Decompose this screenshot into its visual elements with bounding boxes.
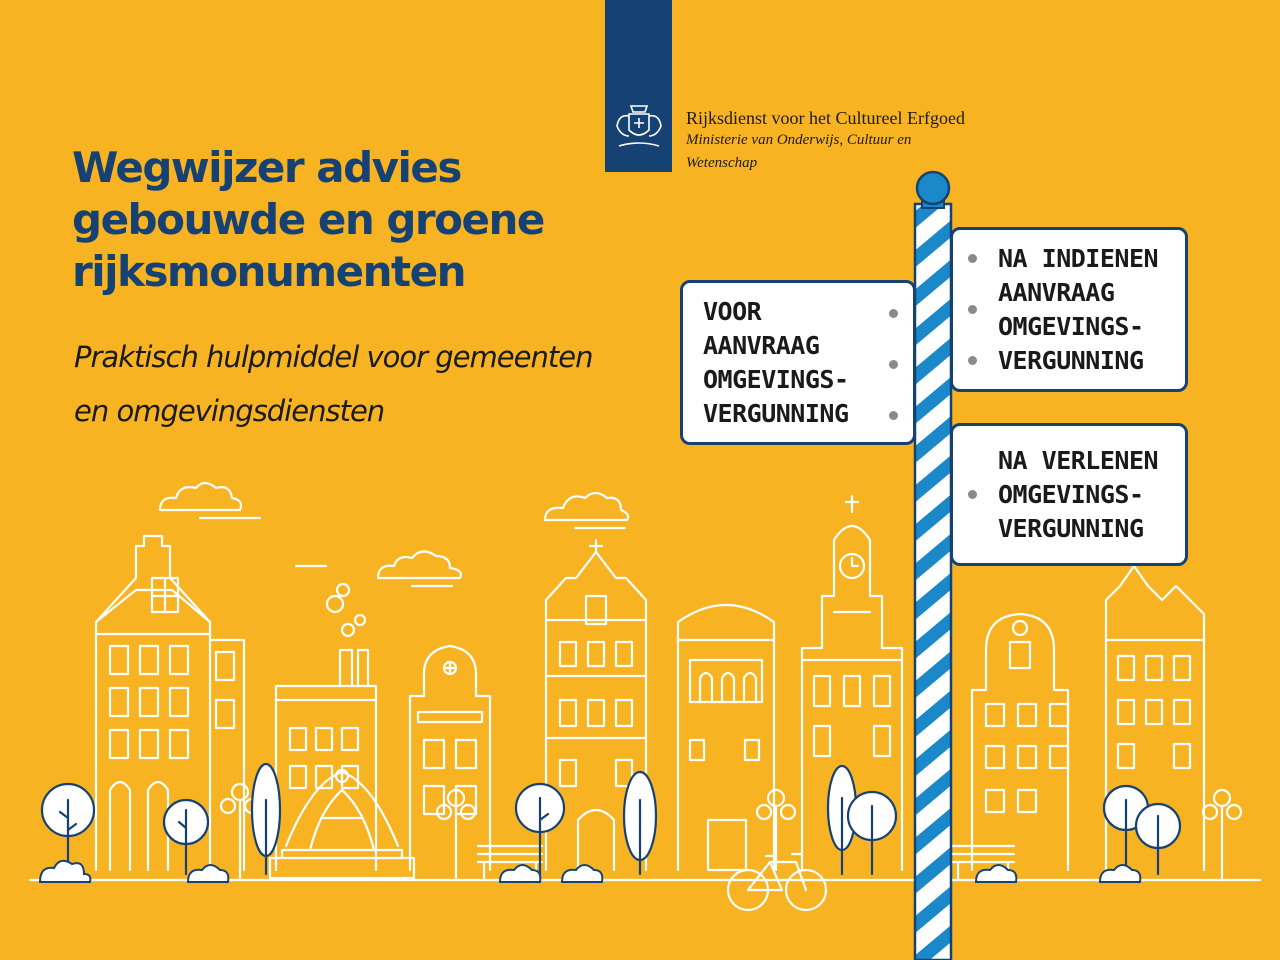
sign-after-granting bbox=[950, 423, 1188, 566]
sign-line: OMGEVINGS- bbox=[998, 312, 1144, 341]
sign-line: VERGUNNING bbox=[998, 346, 1144, 375]
sign-line: VOOR bbox=[703, 297, 762, 326]
bolt-icon bbox=[968, 356, 977, 365]
sign-after-submission bbox=[950, 227, 1188, 392]
sign-line: NA INDIENEN bbox=[998, 244, 1159, 273]
org-name: Rijksdienst voor het Cultureel Erfgoed bbox=[686, 108, 965, 128]
bolt-icon bbox=[889, 411, 898, 420]
sign-before-application bbox=[680, 280, 916, 445]
bolt-icon bbox=[968, 305, 977, 314]
sign-line: VERGUNNING bbox=[998, 514, 1144, 543]
sign-line: NA VERLENEN bbox=[998, 446, 1159, 475]
sign-line: AANVRAAG bbox=[998, 278, 1115, 307]
sign-line: AANVRAAG bbox=[703, 331, 820, 360]
page-subtitle: Praktisch hulpmiddel voor gemeenten en omgevingsdiensten bbox=[74, 340, 593, 428]
bolt-icon bbox=[968, 254, 977, 263]
sign-line: OMGEVINGS- bbox=[703, 365, 849, 394]
page-title: Wegwijzer advies gebouwde en groene rijksmonumenten bbox=[72, 143, 544, 296]
bolt-icon bbox=[889, 360, 898, 369]
sign-line: VERGUNNING bbox=[703, 399, 849, 428]
bolt-icon bbox=[968, 490, 977, 499]
sign-line: OMGEVINGS- bbox=[998, 480, 1144, 509]
ministry-name: Ministerie van Onderwijs, Cultuur en Wetenschap bbox=[686, 132, 912, 171]
bolt-icon bbox=[889, 309, 898, 318]
